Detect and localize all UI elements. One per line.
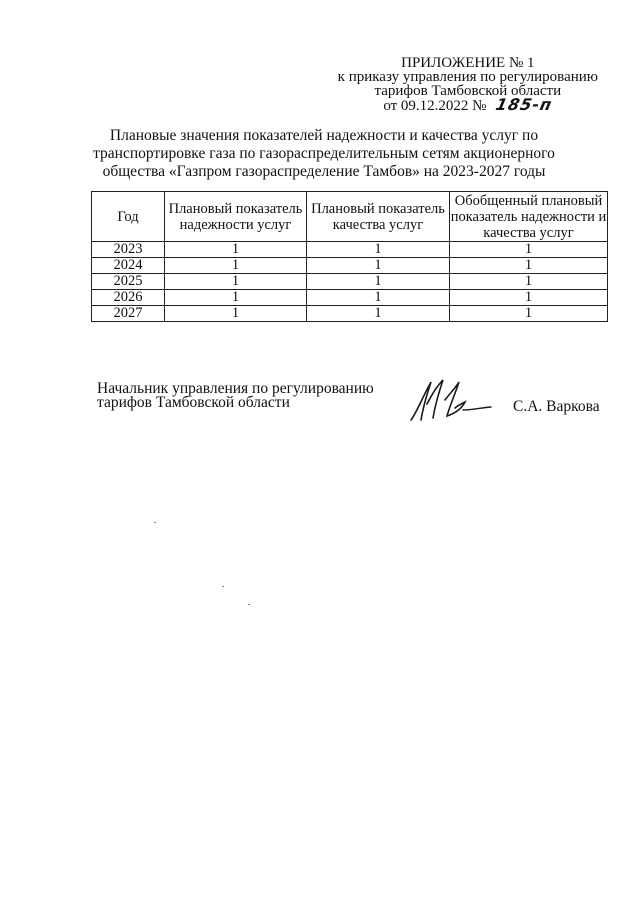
document-title bbox=[92, 127, 556, 181]
handwritten-order-number: 185-п bbox=[494, 95, 555, 114]
cell-quality: 1 bbox=[307, 290, 450, 306]
scan-speck bbox=[248, 604, 250, 605]
handwritten-signature-icon bbox=[405, 374, 495, 426]
table-row bbox=[92, 306, 608, 322]
cell-year: 2026 bbox=[92, 290, 165, 306]
signer-name: С.А. Варкова bbox=[513, 398, 600, 415]
scan-speck bbox=[154, 522, 156, 523]
cell-reliability: 1 bbox=[165, 306, 307, 322]
appendix-title: ПРИЛОЖЕНИЕ № 1 bbox=[401, 55, 535, 71]
cell-reliability: 1 bbox=[165, 290, 307, 306]
cell-generalized: 1 bbox=[450, 274, 608, 290]
table-row bbox=[92, 274, 608, 290]
signer-position-line-2: тарифов Тамбовской области bbox=[97, 394, 290, 411]
cell-generalized: 1 bbox=[450, 258, 608, 274]
cell-quality: 1 bbox=[307, 242, 450, 258]
cell-year: 2027 bbox=[92, 306, 165, 322]
title-line-2: транспортировке газа по газораспределительным сетям акционерного bbox=[93, 145, 555, 162]
title-line-1: Плановые значения показателей надежности и качества услуг по bbox=[109, 127, 539, 144]
cell-reliability: 1 bbox=[165, 258, 307, 274]
appendix-order-ref: к приказу управления по регулированию bbox=[337, 69, 598, 85]
cell-year: 2025 bbox=[92, 274, 165, 290]
table-row bbox=[92, 258, 608, 274]
scan-speck bbox=[222, 586, 224, 587]
appendix-date-line bbox=[338, 95, 598, 114]
header-generalized: Обобщенный плановый показатель надежности и качества услуг bbox=[450, 192, 607, 241]
signer-position-line-1: Начальник управления по регулированию bbox=[97, 380, 374, 397]
table-row bbox=[92, 242, 608, 258]
signer-position bbox=[97, 382, 374, 410]
appendix-date: от 09.12.2022 № bbox=[383, 98, 487, 114]
cell-year: 2023 bbox=[92, 242, 165, 258]
cell-generalized: 1 bbox=[450, 242, 608, 258]
cell-quality: 1 bbox=[307, 274, 450, 290]
cell-quality: 1 bbox=[307, 306, 450, 322]
cell-generalized: 1 bbox=[450, 306, 608, 322]
appendix-authority: тарифов Тамбовской области bbox=[374, 83, 562, 99]
table-row bbox=[92, 290, 608, 306]
appendix-header bbox=[338, 56, 598, 113]
cell-reliability: 1 bbox=[165, 274, 307, 290]
header-reliability: Плановый показатель надежности услуг bbox=[165, 192, 307, 242]
header-year: Год bbox=[92, 192, 165, 242]
cell-generalized: 1 bbox=[450, 290, 608, 306]
indicators-table bbox=[91, 191, 608, 322]
table-header-row bbox=[92, 192, 608, 242]
cell-year: 2024 bbox=[92, 258, 165, 274]
title-line-3: общества «Газпром газораспределение Тамбов» на 2023-2027 годы bbox=[102, 163, 546, 180]
header-quality: Плановый показатель качества услуг bbox=[307, 192, 450, 242]
cell-quality: 1 bbox=[307, 258, 450, 274]
cell-reliability: 1 bbox=[165, 242, 307, 258]
